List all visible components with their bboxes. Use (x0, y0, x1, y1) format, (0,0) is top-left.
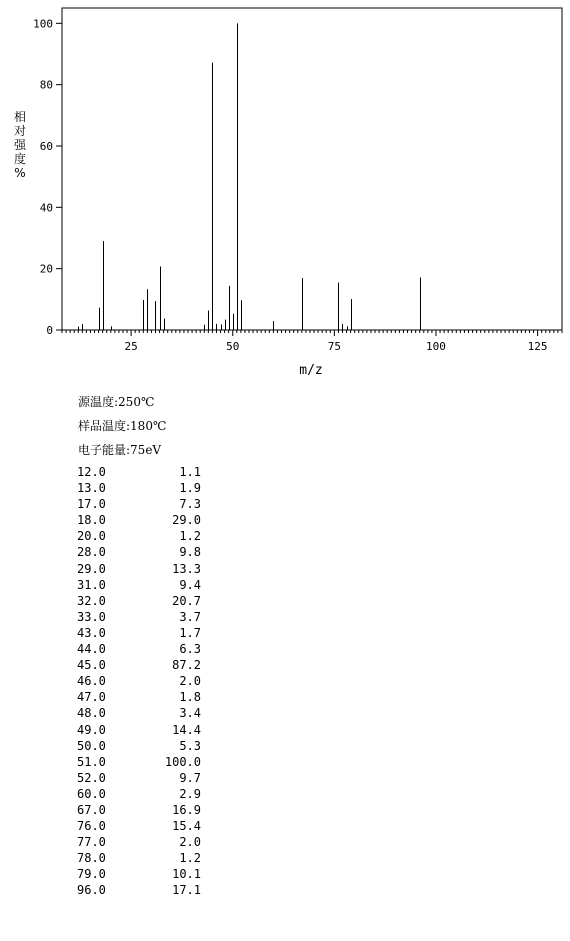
mz-value: 32.0 (77, 593, 106, 608)
intensity-value: 13.3 (172, 561, 201, 576)
intensity-value: 1.8 (179, 690, 201, 705)
table-row (77, 464, 201, 480)
table-row (77, 689, 201, 705)
table-row (77, 882, 201, 898)
mz-value: 96.0 (77, 883, 106, 898)
x-tick-label: 50 (226, 340, 240, 353)
electron-energy: 电子能量:75eV (78, 443, 162, 457)
x-tick-label: 25 (124, 340, 138, 353)
table-row (77, 641, 201, 657)
mz-value: 76.0 (77, 819, 106, 834)
intensity-value: 9.8 (179, 545, 201, 560)
intensity-value: 100.0 (164, 754, 201, 769)
intensity-value: 5.3 (179, 738, 201, 753)
intensity-value: 2.0 (179, 835, 201, 850)
table-row (77, 786, 201, 802)
y-tick-label: 40 (39, 201, 53, 215)
mz-value: 51.0 (77, 754, 106, 769)
mz-value: 67.0 (77, 802, 106, 817)
x-axis-ticks (124, 330, 547, 353)
table-row (77, 528, 201, 544)
mz-value: 46.0 (77, 674, 106, 689)
table-row (77, 625, 201, 641)
mz-value: 33.0 (77, 609, 106, 624)
intensity-value: 17.1 (172, 883, 201, 898)
x-tick-label: 75 (327, 340, 341, 353)
mz-value: 20.0 (77, 529, 106, 544)
mz-value: 28.0 (77, 545, 106, 560)
source-temperature: 源温度:250℃ (78, 395, 155, 409)
intensity-value: 1.9 (179, 481, 201, 496)
intensity-value: 2.0 (179, 674, 201, 689)
mz-value: 29.0 (77, 561, 106, 576)
y-tick-label: 80 (39, 78, 53, 92)
mz-value: 49.0 (77, 722, 106, 737)
table-row (77, 754, 201, 770)
table-row (77, 561, 201, 577)
y-axis-ticks (33, 17, 62, 337)
mz-value: 52.0 (77, 770, 106, 785)
intensity-value: 2.9 (179, 786, 201, 801)
y-tick-label: 60 (39, 140, 53, 153)
table-row (77, 496, 201, 512)
plot-frame (62, 8, 562, 330)
mz-value: 12.0 (77, 465, 106, 479)
table-row (77, 673, 201, 689)
intensity-value: 3.7 (179, 609, 201, 624)
table-row (77, 544, 201, 560)
mz-value: 60.0 (77, 786, 106, 801)
intensity-value: 1.2 (179, 851, 201, 866)
chart-axes (62, 8, 562, 330)
mz-value: 78.0 (77, 851, 106, 866)
mz-value: 44.0 (77, 642, 106, 657)
y-axis-label-text: 相对强度% (0, 0, 5, 1)
y-axis-label-char: % (14, 166, 26, 180)
intensity-value: 10.1 (172, 867, 201, 882)
table-row (77, 577, 201, 593)
table-row (77, 738, 201, 754)
table-row (77, 593, 201, 609)
y-axis-label-char: 强 (13, 138, 27, 152)
y-tick-label: 20 (39, 262, 53, 276)
y-axis-label-char: 度 (13, 152, 27, 166)
table-row (77, 705, 201, 721)
y-axis-label-char: 对 (13, 124, 27, 138)
intensity-value: 3.4 (179, 706, 201, 721)
intensity-value: 9.7 (179, 770, 201, 785)
table-row (77, 818, 201, 834)
mz-value: 45.0 (77, 658, 106, 673)
table-row (77, 770, 201, 786)
intensity-value: 29.0 (172, 513, 201, 528)
mz-value: 17.0 (77, 497, 106, 512)
mass-spectrum-chart (0, 0, 570, 385)
y-tick-label: 0 (46, 324, 53, 337)
intensity-value: 9.4 (179, 577, 201, 592)
intensity-value: 16.9 (172, 802, 201, 817)
mz-value: 43.0 (77, 625, 106, 640)
table-row (77, 609, 201, 625)
intensity-value: 1.1 (179, 465, 201, 479)
x-tick-label: 125 (527, 340, 548, 353)
mz-value: 31.0 (77, 577, 106, 592)
table-row (77, 722, 201, 738)
table-row (77, 802, 201, 818)
table-row (77, 657, 201, 673)
y-axis-label (0, 0, 27, 180)
intensity-value: 7.3 (179, 497, 201, 512)
intensity-value: 14.4 (172, 722, 201, 737)
intensity-value: 15.4 (172, 819, 201, 834)
table-row (77, 834, 201, 850)
table-row (77, 850, 201, 866)
mz-value: 47.0 (77, 690, 106, 705)
table-row (77, 512, 201, 528)
table-row (77, 480, 201, 496)
peak-table (77, 464, 201, 899)
mz-value: 18.0 (77, 513, 106, 528)
intensity-value: 1.2 (179, 529, 201, 544)
intensity-value: 6.3 (179, 642, 201, 657)
mz-value: 48.0 (77, 706, 106, 721)
x-axis-label: m/z (299, 363, 323, 378)
mz-value: 77.0 (77, 835, 106, 850)
x-tick-label: 100 (426, 340, 446, 353)
y-axis-label-char: 相 (13, 110, 27, 124)
sample-temperature: 样品温度:180℃ (78, 419, 167, 433)
spectrum-peaks (79, 23, 421, 330)
mz-value: 13.0 (77, 481, 106, 496)
intensity-value: 20.7 (172, 593, 201, 608)
intensity-value: 87.2 (172, 658, 201, 673)
y-tick-label: 100 (33, 17, 53, 31)
mz-value: 50.0 (77, 738, 106, 753)
acquisition-conditions (78, 390, 166, 462)
table-row (77, 866, 201, 882)
mz-value: 79.0 (77, 867, 106, 882)
intensity-value: 1.7 (179, 625, 201, 640)
